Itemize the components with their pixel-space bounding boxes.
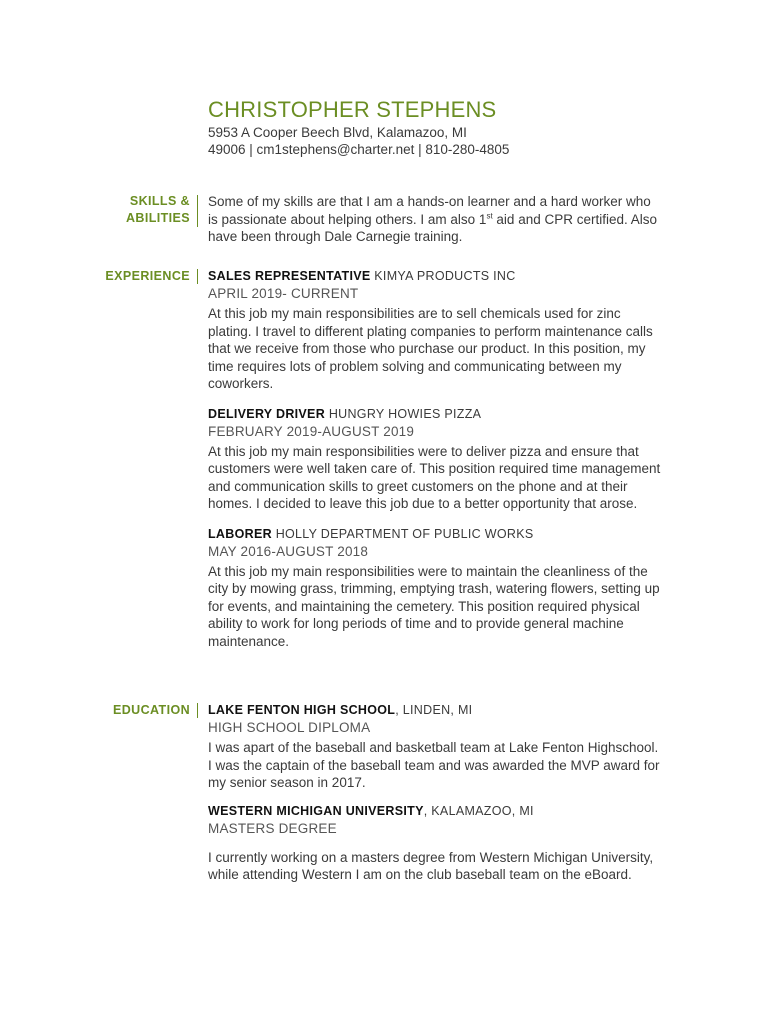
education-body xyxy=(208,702,663,894)
job-role: LABORER xyxy=(208,526,272,541)
job-org: HUNGRY HOWIES PIZZA xyxy=(328,406,482,421)
job-title xyxy=(208,268,663,285)
job-role: SALES REPRESENTATIVE xyxy=(208,269,371,283)
school-description: I was apart of the baseball and basketball team at Lake Fenton Highschool. I was the captain of the baseball team and was awarded the MVP award for my senior season in 2017. xyxy=(208,740,660,790)
skills-body xyxy=(208,193,663,246)
address-line-1: 5953 A Cooper Beech Blvd, Kalamazoo, MI xyxy=(208,125,467,140)
job-description: At this job my main responsibilities were to deliver pizza and ensure that customers were well taken care of. This position required time management and communication skills to greet customers on the phone and at their homes. I decided to leave this job due to a better opportunity that arose. xyxy=(208,443,661,511)
education-divider xyxy=(197,703,198,718)
job-org: HOLLY DEPARTMENT OF PUBLIC WORKS xyxy=(275,526,534,541)
job-entry xyxy=(208,406,663,513)
job-role: DELIVERY DRIVER xyxy=(208,406,326,421)
experience-label: EXPERIENCE xyxy=(105,269,190,283)
job-date: MAY 2016-AUGUST 2018 xyxy=(208,543,369,559)
skills-divider xyxy=(197,195,198,227)
skills-text-part-1: Some of my skills are that I am a hands-on learner and a hard worker who is passionate about helping others. I am also 1 xyxy=(208,194,651,227)
school-location: , KALAMAZOO, MI xyxy=(423,803,534,818)
job-org: KIMYA PRODUCTS INC xyxy=(374,269,516,283)
experience-divider xyxy=(197,269,198,284)
job-title xyxy=(208,406,663,423)
school-name: WESTERN MICHIGAN UNIVERSITY xyxy=(208,803,424,818)
job-entry xyxy=(208,268,663,393)
skills-label xyxy=(126,193,190,227)
school-description: I currently working on a masters degree from Western Michigan University, while attending Western I am on the club baseball team on the eBoard. xyxy=(208,849,654,882)
job-description: At this job my main responsibilities are to sell chemicals used for zinc plating. I travel to different plating companies to perform maintenance calls that we receive from those who purchase our product. In this position, my time requires lots of problem solving and communicating between my coworkers. xyxy=(208,306,653,391)
school-title xyxy=(208,803,663,820)
job-date: APRIL 2019- CURRENT xyxy=(208,286,359,301)
job-description: At this job my main responsibilities were to maintain the cleanliness of the city by mowing grass, trimming, emptying trash, watering flowers, setting up for events, and maintaining the cemetery. This position required physical ability to work for long periods of time and to provide general machine maintenance. xyxy=(208,563,660,649)
contact-info xyxy=(208,124,688,158)
job-entry xyxy=(208,526,663,651)
education-label: EDUCATION xyxy=(113,703,190,717)
experience-body xyxy=(208,268,663,660)
school-degree: MASTERS DEGREE xyxy=(208,820,337,836)
skills-label-line-2: ABILITIES xyxy=(125,211,190,225)
school-name: LAKE FENTON HIGH SCHOOL xyxy=(208,703,396,717)
skills-text xyxy=(208,193,663,246)
job-title xyxy=(208,526,663,543)
school-degree: HIGH SCHOOL DIPLOMA xyxy=(208,720,371,735)
address-line-2: 49006 | cm1stephens@charter.net | 810-280-4805 xyxy=(208,142,510,157)
education-entry xyxy=(208,702,663,792)
skills-text-superscript: st xyxy=(486,211,493,220)
education-entry xyxy=(208,803,663,884)
job-date: FEBRUARY 2019-AUGUST 2019 xyxy=(208,423,415,439)
resume-name: CHRISTOPHER STEPHENS xyxy=(208,97,497,122)
school-title xyxy=(208,702,663,719)
school-location: , LINDEN, MI xyxy=(395,703,473,717)
skills-text-part-2: aid and CPR certified. Also have been through Dale Carnegie training. xyxy=(208,211,658,244)
skills-label-line-1: SKILLS & xyxy=(129,194,190,208)
